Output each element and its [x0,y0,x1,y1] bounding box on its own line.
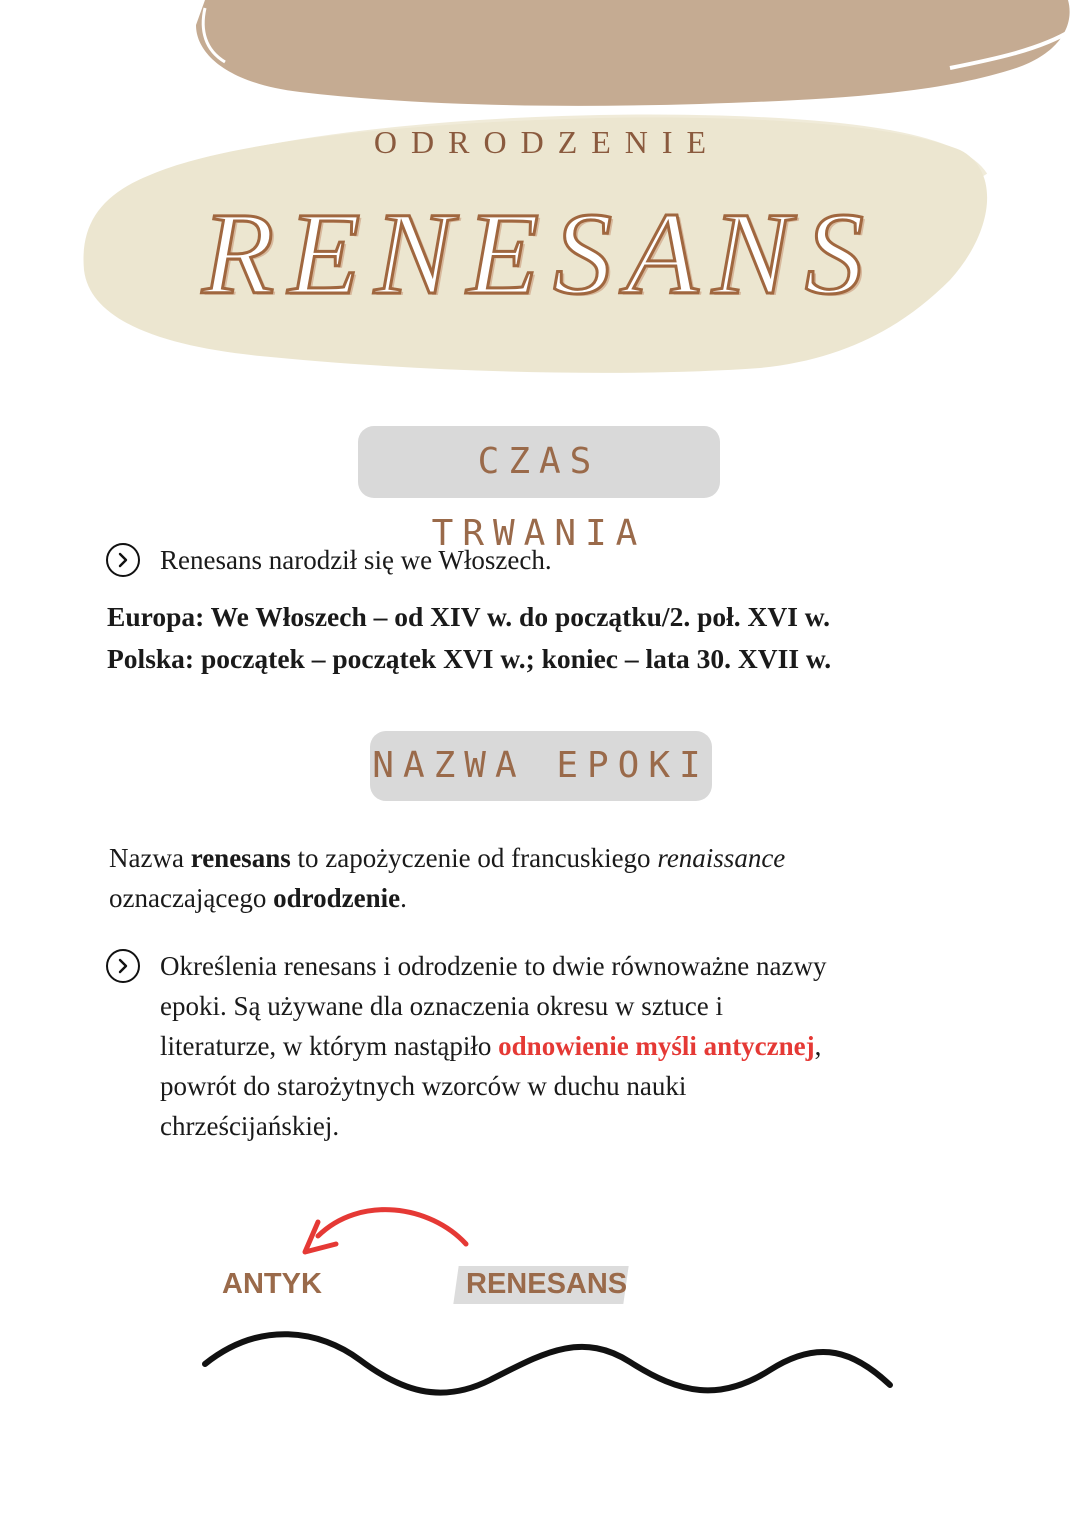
duration-bullet [106,540,552,580]
term-renaissance: renaissance [657,843,786,873]
term-renesans: renesans [190,843,291,873]
label-antyk: ANTYK [222,1268,322,1300]
page-title: RENESANS [202,188,878,319]
section-heading-duration: CZAS TRWANIA [358,426,720,498]
label-renesans: RENESANS [466,1268,628,1300]
chevron-right-circle-icon [106,543,140,577]
term-odrodzenie: odrodzenie [273,883,401,913]
name-bullet-text: Określenia renesans i odrodzenie to dwie równoważne nazwy epoki. Są używane dla oznaczenia okresu w sztuce i literaturze, w którym nastąpiło odnowienie myśli antycznej, powrót do starożytnych wzorców w duchu nauki chrześcijańskiej. [160,951,827,1141]
europe-line: Europa: We Włoszech – od XIV w. do początku/2. poł. XVI w. [107,601,831,632]
highlight-antique-thought: odnowienie myśli antycznej [498,1031,815,1061]
section-heading-name: NAZWA EPOKI [370,731,712,801]
name-paragraph-line-1: Nazwa renesans to zapożyczenie od francuskiego renaissance [109,843,786,873]
name-bullet [106,946,827,1146]
name-paragraph-line-2: oznaczającego odrodzenie. [109,883,407,913]
name-paragraph [109,838,929,918]
poland-line: Polska: początek – początek XVI w.; koniec – lata 30. XVII w. [107,643,832,674]
page-subtitle: ODRODZENIE [373,124,721,160]
duration-bullet-text: Renesans narodził się we Włoszech. [160,545,552,575]
chevron-right-circle-icon [106,949,140,983]
